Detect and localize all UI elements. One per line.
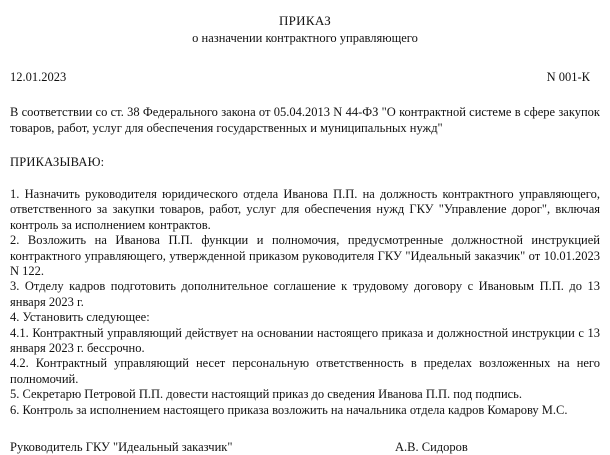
clause-item: 3. Отделу кадров подготовить дополнительное соглашение к трудовому договору с Ивановым П.П. до 13 января 2023 г. — [10, 279, 600, 309]
signature-block — [10, 439, 600, 455]
document-meta-row — [10, 69, 600, 85]
clause-item: 4. Установить следующее: — [10, 310, 150, 325]
document-number: N 001-К — [546, 70, 590, 84]
clause-item: 5. Секретарю Петровой П.П. довести настоящий приказ до сведения Иванова П.П. под подпись. — [10, 387, 523, 402]
document-preamble: В соответствии со ст. 38 Федерального закона от 05.04.2013 N 44-ФЗ "О контрактной системе в сфере закупок товаров, работ, услуг для обеспечения государственных и муниципальных нужд" — [10, 105, 600, 135]
signatory-name: А.В. Сидоров — [395, 440, 468, 455]
document-title: ПРИКАЗ — [278, 13, 332, 28]
clause-list — [10, 187, 600, 418]
order-keyword: ПРИКАЗЫВАЮ: — [10, 155, 105, 169]
clause-item: 4.1. Контрактный управляющий действует на основании настоящего приказа и должностной инструкции с 13 января 2023 г. бессрочно. — [10, 325, 600, 356]
document-subtitle: о назначении контрактного управляющего — [192, 31, 418, 45]
clause-item: 2. Возложить на Иванова П.П. функции и полномочия, предусмотренные должностной инструкцией контрактного управляющего, утвержденной приказом руководителя ГКУ "Идеальный заказчик" от 10.01.2023 N 122. — [10, 233, 600, 279]
signatory-role: Руководитель ГКУ "Идеальный заказчик" — [10, 440, 233, 455]
clause-item: 1. Назначить руководителя юридического отдела Иванова П.П. на должность контрактного управляющего, ответственного за закупки товаров, работ, услуг для обеспечения нужд ГКУ "Управление дорог", включая контроль за исполнением контрактов. — [10, 187, 600, 232]
clause-item: 4.2. Контрактный управляющий несет персональную ответственность в пределах возложенных на него полномочий. — [10, 356, 600, 386]
document-date: 12.01.2023 — [10, 70, 67, 84]
clause-item: 6. Контроль за исполнением настоящего приказа возложить на начальника отдела кадров Комарову М.С. — [10, 402, 568, 417]
